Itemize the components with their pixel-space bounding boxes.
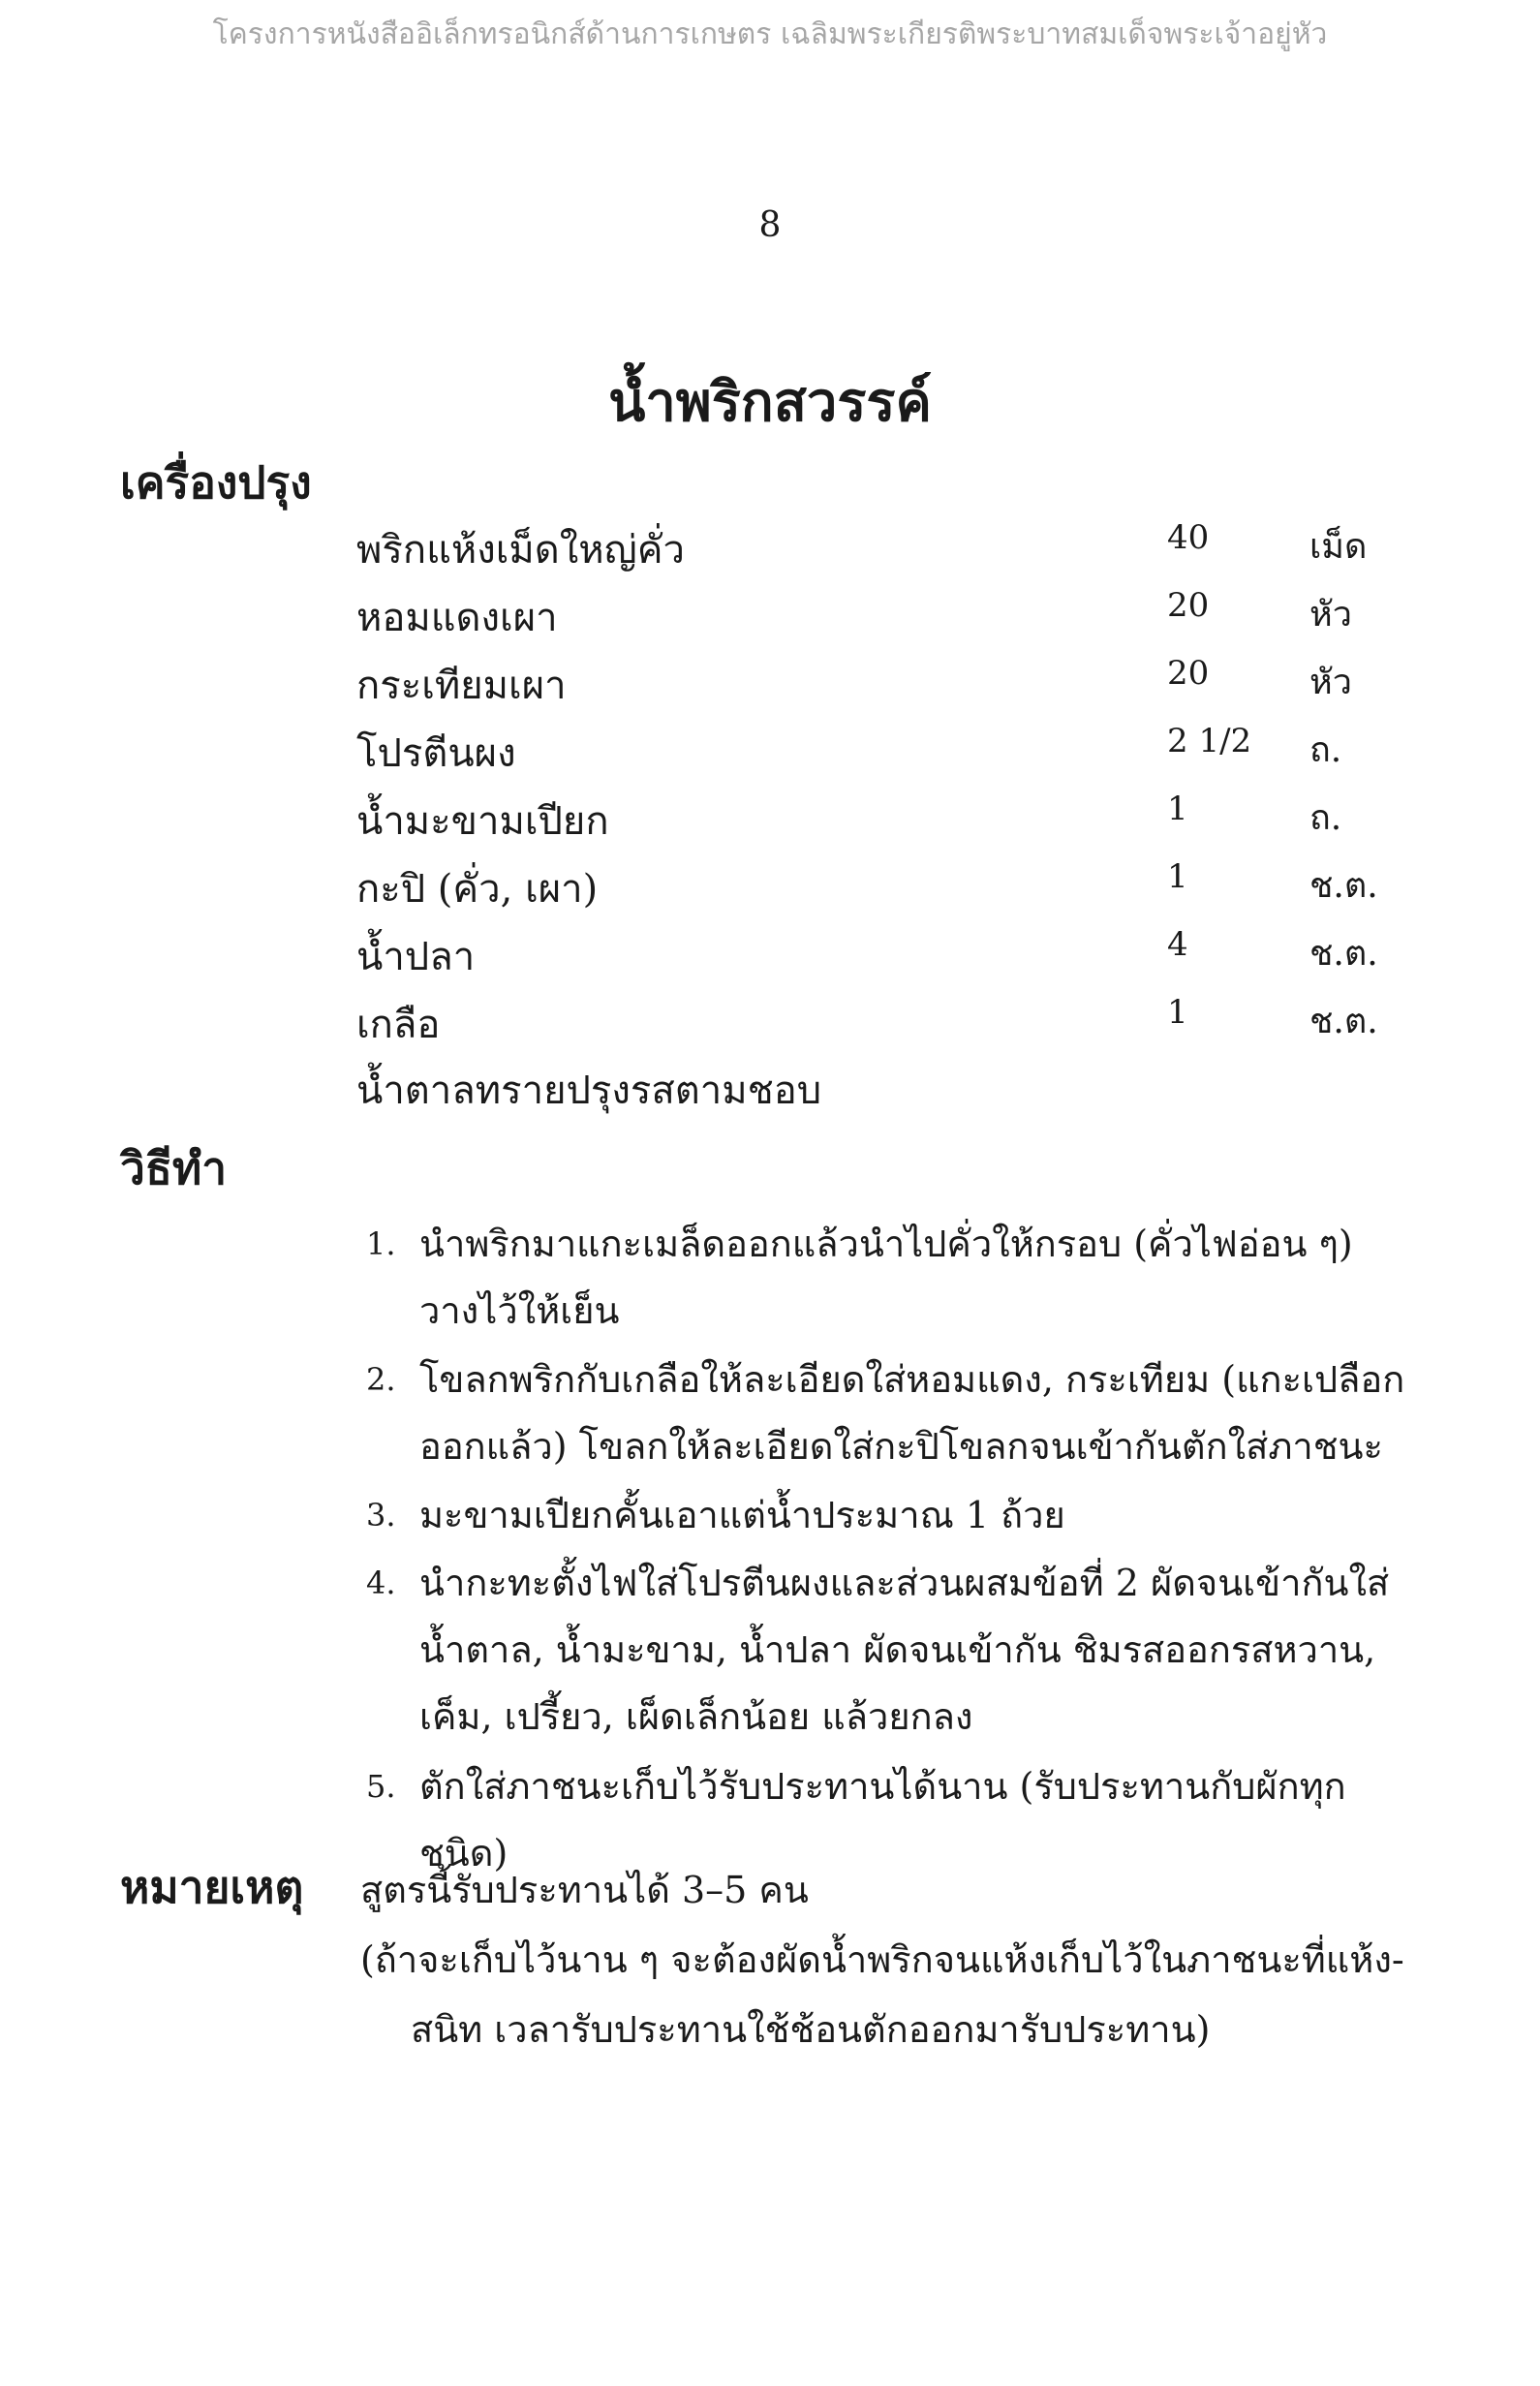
step-text: มะขามเปียกคั้นเอาแต่น้ำประมาณ 1 ถ้วย (419, 1494, 1065, 1536)
ingredient-unit: ถ. (1309, 730, 1342, 770)
ingredient-row (0, 722, 1540, 780)
recipe-title: น้ำพริกสวรรค์ (608, 370, 932, 434)
note-storage-line-1: (ถ้าจะเก็บไว้นาน ๆ จะต้องผัดน้ำพริกจนแห้งเก็บไว้ในภาชนะที่แห้ง- (360, 1938, 1404, 1981)
ingredient-qty: 40 (1167, 518, 1210, 557)
ingredient-name: พริกแห้งเม็ดใหญ่คั่ว (356, 528, 685, 573)
step-number: 2. (366, 1361, 396, 1398)
page-number: 8 (758, 205, 782, 245)
step-number: 5. (366, 1768, 396, 1805)
ingredient-row (0, 518, 1540, 576)
ingredient-name: กะปิ (คั่ว, เผา) (356, 867, 599, 912)
ingredient-name: น้ำมะขามเปียก (356, 799, 609, 844)
ingredient-row (0, 993, 1540, 1051)
note-heading: หมายเหตุ (120, 1861, 304, 1913)
ingredient-row (0, 654, 1540, 712)
method-step (366, 1347, 1422, 1480)
ingredient-unit: ช.ต. (1309, 866, 1378, 906)
ingredient-row (0, 925, 1540, 983)
ingredient-unit: ช.ต. (1309, 1002, 1378, 1041)
ingredient-qty: 20 (1167, 586, 1210, 625)
ingredient-unit: หัว (1309, 595, 1352, 635)
ingredient-qty: 4 (1167, 925, 1188, 964)
step-number: 1. (366, 1225, 396, 1262)
ingredient-qty: 20 (1167, 654, 1210, 693)
step-number: 4. (366, 1565, 396, 1601)
ingredient-qty: 2 1/2 (1167, 722, 1252, 760)
ingredients-heading: เครื่องปรุง (120, 456, 312, 509)
ingredient-qty: 1 (1167, 857, 1188, 896)
ingredient-row (0, 586, 1540, 644)
project-header: โครงการหนังสืออิเล็กทรอนิกส์ด้านการเกษตร เฉลิมพระเกียรติพระบาทสมเด็จพระเจ้าอยู่หัว (212, 17, 1328, 51)
note-storage-line-2: สนิท เวลารับประทานใช้ช้อนตักออกมารับประทาน) (411, 2008, 1211, 2051)
ingredient-name: น้ำปลา (356, 935, 476, 979)
ingredient-row (0, 790, 1540, 848)
ingredient-name: เกลือ (356, 1003, 441, 1047)
method-step (366, 1211, 1422, 1345)
method-heading: วิธีทำ (120, 1142, 228, 1194)
note-servings: สูตรนี้รับประทานได้ 3–5 คน (360, 1869, 809, 1911)
ingredient-row (0, 857, 1540, 915)
ingredient-qty: 1 (1167, 790, 1188, 828)
method-step (366, 1550, 1422, 1751)
ingredient-extra: น้ำตาลทรายปรุงรสตามชอบ (356, 1069, 822, 1113)
ingredient-name: หอมแดงเผา (356, 596, 558, 640)
step-number: 3. (366, 1497, 396, 1534)
ingredient-unit: ช.ต. (1309, 934, 1378, 974)
step-text: นำพริกมาแกะเมล็ดออกแล้วนำไปคั่วให้กรอบ (คั่วไฟอ่อน ๆ) วางไว้ให้เย็น (419, 1223, 1353, 1332)
step-text: ตักใส่ภาชนะเก็บไว้รับประทานได้นาน (รับประทานกับผักทุกชนิด) (419, 1765, 1346, 1875)
ingredient-name: โปรตีนผง (356, 731, 516, 776)
ingredient-unit: ถ. (1309, 798, 1342, 838)
ingredient-name: กระเทียมเผา (356, 664, 567, 708)
ingredient-unit: หัว (1309, 663, 1352, 702)
method-step (366, 1482, 1422, 1549)
ingredient-unit: เม็ด (1309, 527, 1368, 567)
step-text: โขลกพริกกับเกลือให้ละเอียดใส่หอมแดง, กระเทียม (แกะเปลือกออกแล้ว) โขลกให้ละเอียดใส่กะปิโขลกจนเข้ากันตักใส่ภาชนะ (419, 1358, 1405, 1468)
ingredient-qty: 1 (1167, 993, 1188, 1032)
step-text: นำกะทะตั้งไฟใส่โปรตีนผงและส่วนผสมข้อที่ 2 ผัดจนเข้ากันใส่น้ำตาล, น้ำมะขาม, น้ำปลา ผัดจนเข้ากัน ชิมรสออกรสหวาน, เค็ม, เปรี้ยว, เผ็ดเล็กน้อย แล้วยกลง (419, 1562, 1390, 1738)
